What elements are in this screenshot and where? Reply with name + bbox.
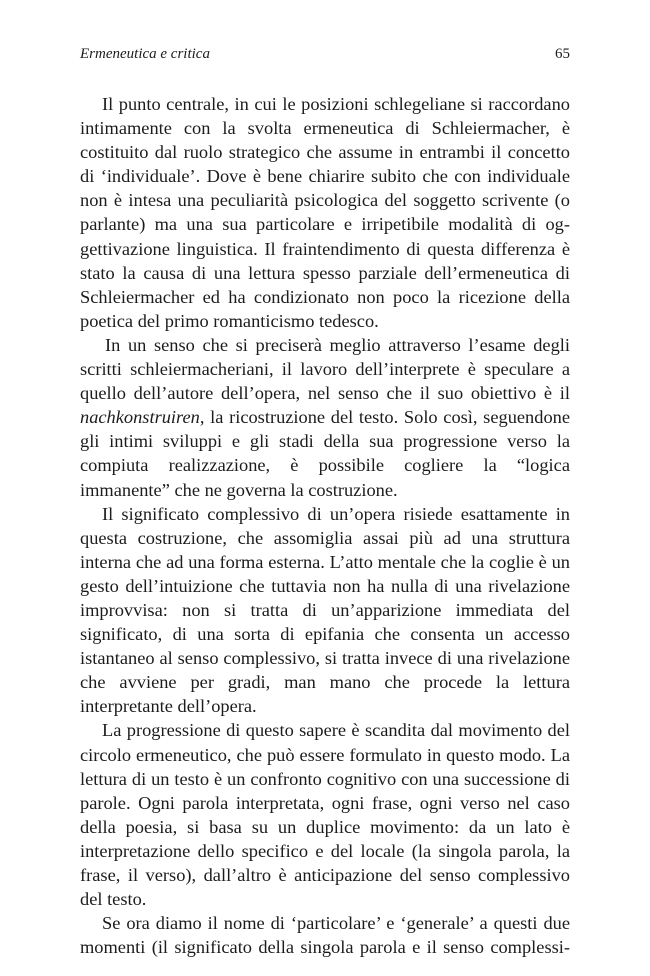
paragraph-3: Il significato complessivo di un’opera risiede esattamente in questa costruzione, che assomiglia assai più ad una struttura interna che ad una forma esterna. L’atto mentale che la coglie è un gesto dell’intuizione che tuttavia non ha nulla di una rivelazione improvvisa: non si tratta di un’apparizione immediata del significato, di una sorta di epifania che consenta un accesso istantaneo al senso complessivo, si tratta invece di una rivelazione che avviene per gradi, man mano che procede la lettura interpretante dell’opera. — [80, 503, 570, 717]
paragraph-2-part-1: In un senso che si preciserà meglio attraverso l’esame degli scritti schleiermacheriani, il lavoro dell’interprete è speculare a quello dell’autore dell’opera, nel senso che il suo obiettivo è il — [80, 334, 570, 404]
paragraph-1: Il punto centrale, in cui le posizioni schlegeliane si raccordano intimamente con la svolta ermeneutica di Schleiermacher, è costituito dal ruolo strategico che assume in entrambi il concetto di ‘individuale’. Dove è bene chiarire subito che con individuale non è intesa una peculiarità psicologica del soggetto scrivente (o parlante) ma una sua particolare e irripetibile modalità di oggettivazione linguistica. Il fraintendimento di questa differenza è stato la causa di una lettura spesso parziale dell’ermeneutica di Schleiermacher ed ha condizionato non poco la ricezione della poetica del primo romanticismo tedesco. — [80, 94, 570, 331]
page-number: 65 — [555, 46, 570, 62]
paragraph-5: Se ora diamo il nome di ‘particolare’ e ‘generale’ a questi due momenti (il significato della singola parola e il senso complessi- — [80, 913, 570, 958]
body-text — [80, 92, 570, 959]
running-head — [80, 44, 570, 64]
paragraph-4: La progressione di questo sapere è scandita dal movimento del circolo ermeneutico, che può essere formulato in questo modo. La lettura di un testo è un confronto cognitivo con una successione di parole. Ogni parola interpretata, ogni frase, ogni verso nel caso della poesia, si basa su un duplice movimento: da un lato è interpretazione dello specifico e del locale (la singola parola, la frase, il verso), dall’altro è anticipazione del senso complessivo del testo. — [80, 720, 570, 910]
term-nachkonstruiren: nachkonstruiren — [80, 407, 200, 428]
paragraph-2 — [80, 333, 570, 502]
paragraph-2-part-2: , la ricostruzione del testo. Solo così, seguendone gli intimi sviluppi e gli stadi della sua progressione verso la compiuta realizzazione, è possibile cogliere la “logica immanente” che ne governa la costruzione. — [80, 407, 570, 500]
running-title: Ermeneutica e critica — [80, 46, 210, 62]
